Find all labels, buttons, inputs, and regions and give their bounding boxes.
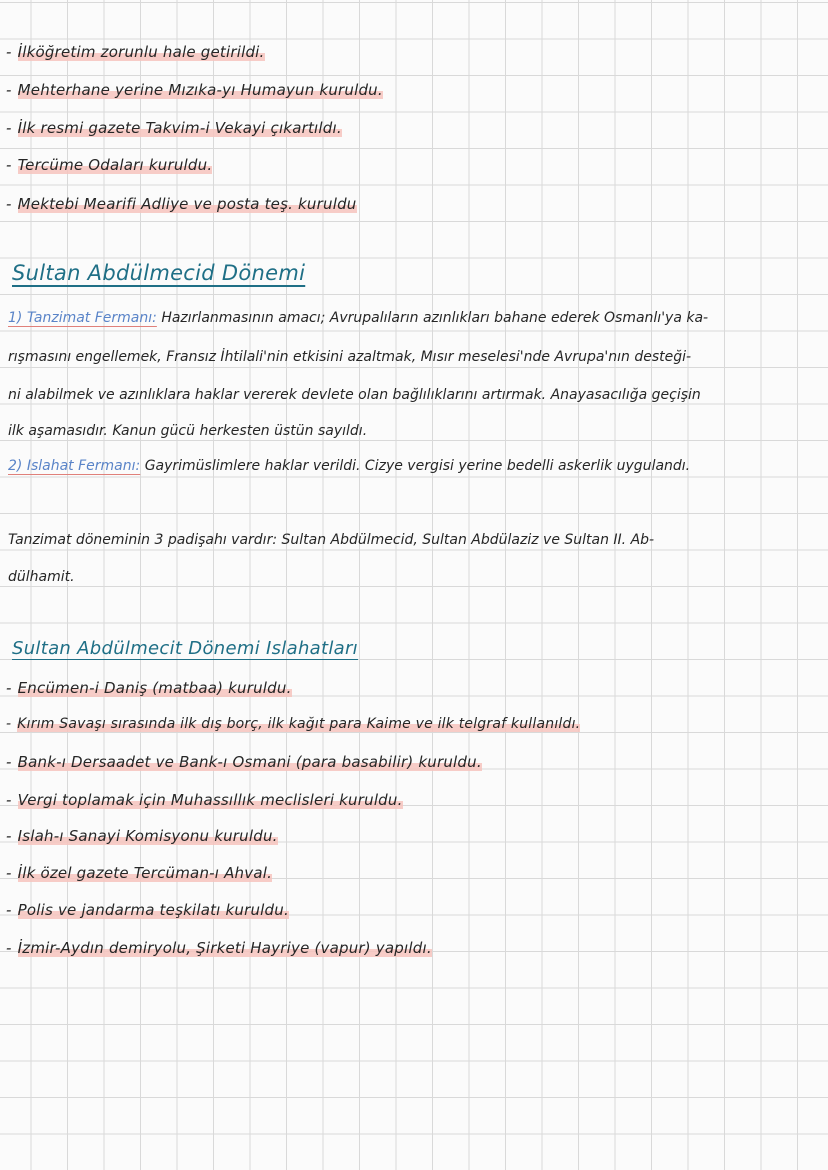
list-item: - Encümen-i Daniş (matbaa) kuruldu. (6, 679, 292, 697)
islahat-label: 2) Islahat Fermanı: (8, 458, 141, 474)
list-item: - Mektebi Mearifi Adliye ve posta teş. kuruldu (6, 195, 357, 213)
list-item: - Kırım Savaşı sırasında ilk dış borç, ilk kağıt para Kaime ve ilk telgraf kullanıldı. (6, 716, 581, 732)
list-item: - İlk özel gazete Tercüman-ı Ahval. (6, 864, 273, 882)
islahat-paragraph: 2) Islahat Fermanı: Gayrimüslimlere haklar verildi. Cizye vergisi yerine bedelli askerlik uygulandı. (8, 458, 691, 474)
list-item: - İzmir-Aydın demiryolu, Şirketi Hayriye (vapur) yapıldı. (6, 939, 432, 957)
list-item: - İlk resmi gazete Takvim-i Vekayi çıkartıldı. (6, 119, 342, 137)
tanzimat-paragraph-line-4: ilk aşamasıdır. Kanun gücü herkesten üstün sayıldı. (8, 423, 368, 439)
section-heading: Sultan Abdülmecid Dönemi (12, 261, 306, 285)
tanzimat-paragraph-line-3: ni alabilmek ve azınlıklara haklar vererek devlete olan bağlılıklarını artırmak. Anayasacılığa geçişin (8, 387, 701, 403)
padisah-paragraph-line-2: dülhamit. (8, 569, 75, 585)
list-item: - Mehterhane yerine Mızıka-yı Humayun kuruldu. (6, 81, 383, 99)
list-item: - İlköğretim zorunlu hale getirildi. (6, 43, 265, 61)
list-item: - Polis ve jandarma teşkilatı kuruldu. (6, 901, 289, 919)
tanzimat-paragraph-line-2: rışmasını engellemek, Fransız İhtilali'nin etkisini azaltmak, Mısır meselesi'nde Avrupa'nın desteği- (8, 349, 692, 365)
tanzimat-label: 1) Tanzimat Fermanı: (8, 310, 157, 326)
list-item: - Islah-ı Sanayi Komisyonu kuruldu. (6, 827, 278, 845)
padisah-paragraph-line-1: Tanzimat döneminin 3 padişahı vardır: Sultan Abdülmecid, Sultan Abdülaziz ve Sultan II. Ab- (8, 532, 655, 548)
list-item: - Vergi toplamak için Muhassıllık meclisleri kuruldu. (6, 791, 403, 809)
list-item: - Tercüme Odaları kuruldu. (6, 156, 213, 174)
list-item: - Bank-ı Dersaadet ve Bank-ı Osmani (para basabilir) kuruldu. (6, 753, 482, 771)
tanzimat-paragraph-line-1: 1) Tanzimat Fermanı: Hazırlanmasının amacı; Avrupalıların azınlıkları bahane ederek Osmanlı'ya ka- (8, 310, 709, 326)
section-heading: Sultan Abdülmecit Dönemi Islahatları (12, 638, 358, 659)
